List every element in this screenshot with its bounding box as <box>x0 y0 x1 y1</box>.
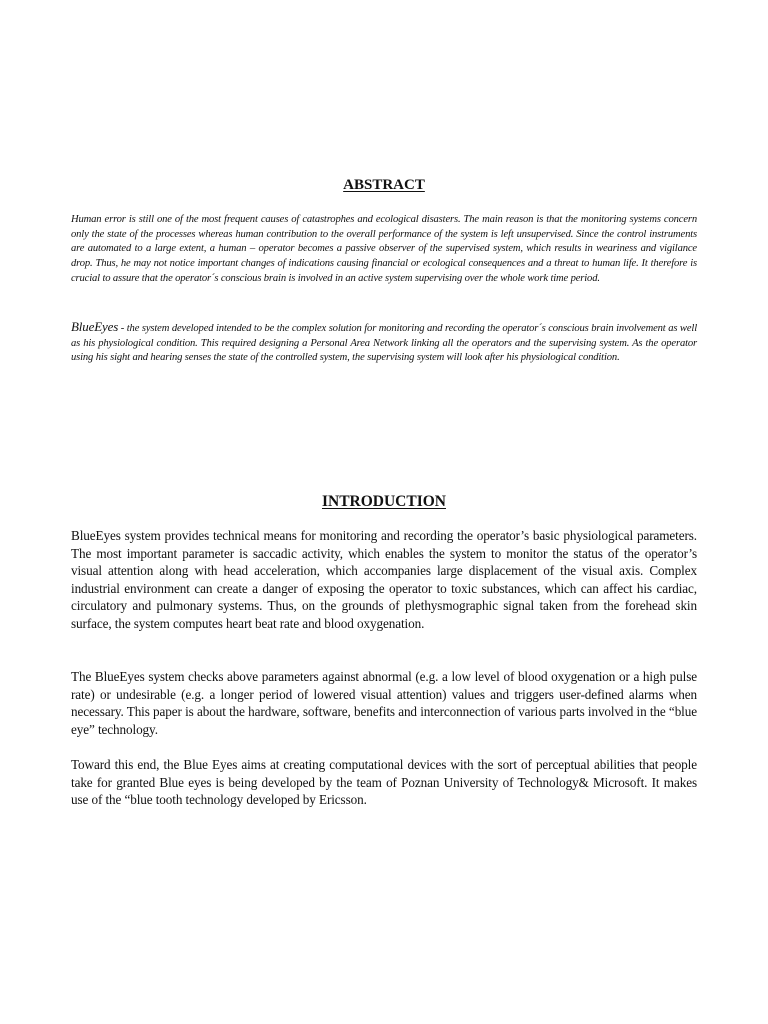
abstract-paragraph-1: Human error is still one of the most frequent causes of catastrophes and ecological disasters. The main reason is that the monitoring systems concern only the state of the processes whereas human contribution to the overall performance of the system is left unsupervised. Since the control instruments are automated to a large extent, a human – operator becomes a passive observer of the supervised system, which results in weariness and vigilance drop. Thus, he may not notice important changes of indications causing financial or ecological consequences and a threat to human life. It therefore is crucial to assure that the operator´s conscious brain is involved in an active system supervising over the whole work time period. <box>71 214 697 284</box>
abstract-paragraph-2 <box>71 320 697 366</box>
introduction-paragraph-1: BlueEyes system provides technical means for monitoring and recording the operator’s basic physiological parameters. The most important parameter is saccadic activity, which enables the system to monitor the status of the operator’s visual attention along with head acceleration, which accompanies large displacement of the visual axis. Complex industrial environment can create a danger of exposing the operator to toxic substances, which can affect his cardiac, circulatory and pulmonary systems. Thus, on the grounds of plethysmographic signal taken from the forehead skin surface, the system computes heart beat rate and blood oxygenation. <box>71 528 697 631</box>
abstract-paragraph-2-body: - the system developed intended to be the complex solution for monitoring and recording the operator´s conscious brain involvement as well as his physiological condition. This required designing a Personal Area Network linking all the operators and the supervising system. As the operator using his sight and hearing senses the state of the controlled system, the supervising system will look after his physiological condition. <box>71 323 697 364</box>
blueeyes-lead-term: BlueEyes <box>71 319 119 334</box>
introduction-heading: INTRODUCTION <box>321 493 446 510</box>
introduction-paragraph-3: Toward this end, the Blue Eyes aims at creating computational devices with the sort of perceptual abilities that people take for granted Blue eyes is being developed by the team of Poznan University of Technology& Microsoft. It makes use of the “blue tooth technology developed by Ericsson. <box>71 757 697 808</box>
introduction-paragraph-2: The BlueEyes system checks above parameters against abnormal (e.g. a low level of blood oxygenation or a high pulse rate) or undesirable (e.g. a longer period of lowered visual attention) values and triggers user-defined alarms when necessary. This paper is about the hardware, software, benefits and interconnection of various parts involved in the “blue eye” technology. <box>71 669 697 737</box>
abstract-heading: ABSTRACT <box>343 177 425 193</box>
